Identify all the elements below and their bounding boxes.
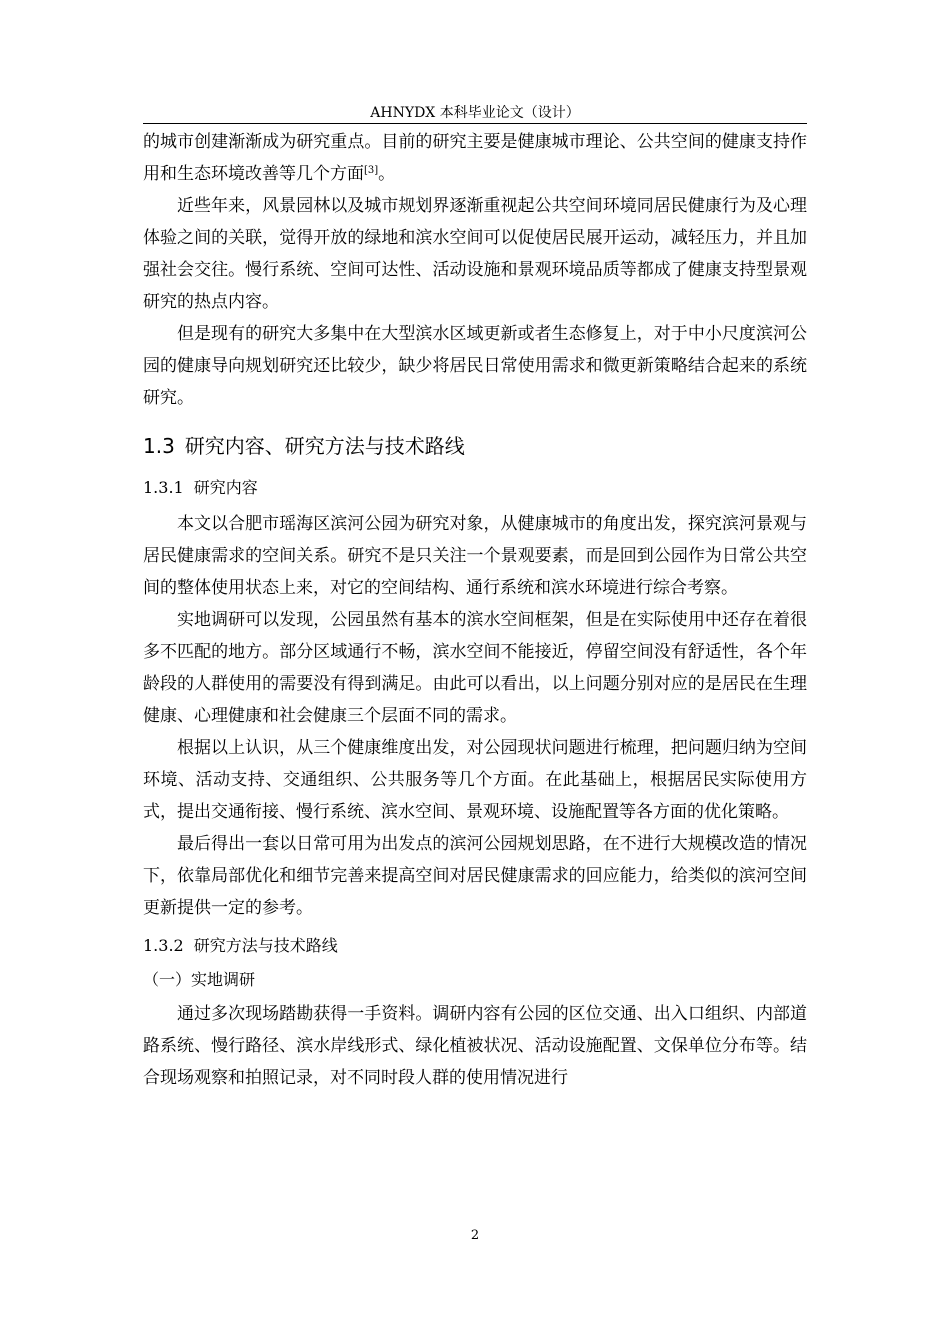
running-header: AHNYDX 本科毕业论文（设计）	[370, 105, 580, 121]
paragraph: 但是现有的研究大多集中在大型滨水区域更新或者生态修复上，对于中小尺度滨河公园的健康导向规划研究还比较少，缺少将居民日常使用需求和微更新策略结合起来的系统研究。	[143, 324, 807, 408]
paragraph: 近些年来，风景园林以及城市规划界逐渐重视起公共空间环境同居民健康行为及心理体验之间的关联，觉得开放的绿地和滨水空间可以促使居民展开运动，减轻压力，并且加强社会交往。慢行系统、空间可达性、活动设施和景观环境品质等都成了健康支持型景观研究的热点内容。	[143, 196, 807, 312]
section-number: 1.3	[143, 434, 175, 458]
header-divider	[143, 123, 807, 124]
paragraph: 根据以上认识，从三个健康维度出发，对公园现状问题进行梳理，把问题归纳为空间环境、活动支持、交通组织、公共服务等几个方面。在此基础上，根据居民实际使用方式，提出交通衔接、慢行系统、滨水空间、景观环境、设施配置等各方面的优化策略。	[143, 738, 807, 822]
section-number: 1.3.2	[143, 936, 184, 955]
paragraph: 的城市创建渐渐成为研究重点。目前的研究主要是健康城市理论、公共空间的健康支持作用和生态环境改善等几个方面[3]。	[143, 132, 807, 184]
subsection-heading-fieldwork: （一）实地调研	[143, 970, 256, 989]
paragraph: 实地调研可以发现，公园虽然有基本的滨水空间框架，但是在实际使用中还存在着很多不匹配的地方。部分区域通行不畅，滨水空间不能接近，停留空间没有舒适性，各个年龄段的人群使用的需要没有得到满足。由此可以看出，以上问题分别对应的是居民在生理健康、心理健康和社会健康三个层面不同的需求。	[143, 610, 807, 726]
section-title: 研究方法与技术路线	[193, 936, 338, 955]
section-title: 研究内容	[193, 478, 258, 497]
section-title: 研究内容、研究方法与技术路线	[184, 434, 465, 458]
section-heading-1-3-2	[143, 932, 807, 960]
paragraph: 本文以合肥市瑶海区滨河公园为研究对象，从健康城市的角度出发，探究滨河景观与居民健康需求的空间关系。研究不是只关注一个景观要素，而是回到公园作为日常公共空间的整体使用状态上来，对它的空间结构、通行系统和滨水环境进行综合考察。	[143, 514, 807, 598]
paragraph: 通过多次现场踏勘获得一手资料。调研内容有公园的区位交通、出入口组织、内部道路系统、慢行路径、滨水岸线形式、绿化植被状况、活动设施配置、文保单位分布等。结合现场观察和拍照记录，对不同时段人群的使用情况进行	[143, 1004, 807, 1088]
section-heading-1-3-1	[143, 474, 807, 502]
page-body	[143, 126, 807, 1094]
section-number: 1.3.1	[143, 478, 184, 497]
citation-ref[interactable]: [3]	[364, 165, 379, 176]
page-number: 2	[470, 1228, 480, 1243]
section-heading-1-3	[143, 432, 807, 460]
paragraph: 最后得出一套以日常可用为出发点的滨河公园规划思路，在不进行大规模改造的情况下，依靠局部优化和细节完善来提高空间对居民健康需求的回应能力，给类似的滨河空间更新提供一定的参考。	[143, 834, 807, 918]
